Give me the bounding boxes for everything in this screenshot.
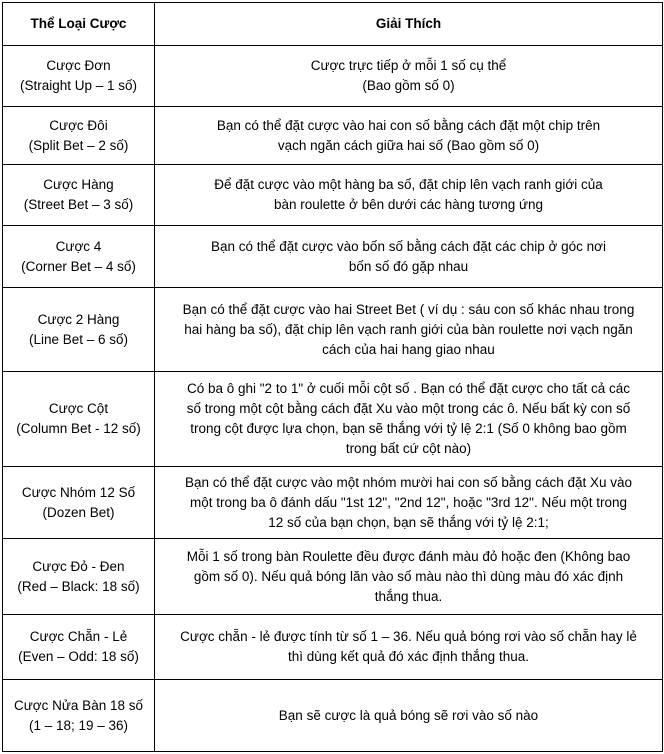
bet-type-cell — [3, 539, 155, 615]
bet-type-english: (Corner Bet – 4 số) — [21, 258, 136, 274]
bet-type-name: Cược Chẵn - Lẻ — [29, 629, 128, 644]
explanation-line: 12 số của bạn chọn, bạn sẽ thắng với tỷ lệ 2:1; — [268, 514, 549, 530]
explanation-line: Mỗi 1 số trong bàn Roulette đều được đánh màu đỏ hoặc đen (Không bao — [186, 548, 631, 564]
explanation-cell — [155, 467, 663, 539]
table-row — [3, 680, 663, 752]
explanation-line: vạch ngăn cách giữa hai số (Bao gồm số 0) — [277, 137, 540, 153]
explanation-line: Bạn có thể đặt cược vào bốn số bằng cách đặt các chip ở góc nơi — [210, 238, 607, 254]
explanation-line: bốn số đó gặp nhau — [348, 258, 469, 274]
bet-type-cell — [3, 46, 155, 107]
bet-type-english: (Line Bet – 6 số) — [28, 331, 129, 347]
explanation-line: Bạn có thể đặt cược vào hai con số bằng cách đặt một chip trên — [216, 117, 601, 133]
header-explanation: Giải Thích — [155, 3, 663, 46]
explanation-cell — [155, 372, 663, 467]
explanation-line: cách của hai hang giao nhau — [322, 341, 495, 357]
bet-type-english: (Straight Up – 1 số) — [19, 78, 138, 93]
explanation-cell — [155, 288, 663, 372]
bet-type-name: Cược Hàng — [43, 177, 114, 192]
bet-type-cell — [3, 615, 155, 680]
bet-type-name: Cược 2 Hàng — [37, 311, 120, 327]
bet-type-english: (1 – 18; 19 – 36) — [28, 717, 129, 733]
explanation-cell — [155, 226, 663, 288]
table-row — [3, 539, 663, 615]
bet-type-name: Cược 4 — [55, 238, 102, 254]
explanation-line: một trong ba ô đánh dấu "1st 12", "2nd 12", hoặc "3rd 12". Nếu một trong — [189, 494, 628, 510]
explanation-line: bàn roulette ở bên dưới các hàng tương ứng — [273, 197, 544, 212]
bet-type-english: (Column Bet - 12 số) — [16, 421, 141, 436]
explanation-line: Cược trực tiếp ở mỗi 1 số cụ thể — [310, 58, 507, 73]
explanation-line: Bạn có thể đặt cược vào một nhóm mười hai con số bằng cách đặt Xu vào — [184, 474, 633, 490]
explanation-line: Bạn sẽ cược là quả bóng sẽ rơi vào số nào — [278, 707, 539, 723]
explanation-line: số trong một cột bằng cách đặt Xu vào một trong các ô. Nếu bất kỳ con số — [186, 401, 631, 416]
bet-type-cell — [3, 680, 155, 752]
table-row — [3, 288, 663, 372]
explanation-cell — [155, 615, 663, 680]
bet-type-name: Cược Nhóm 12 Số — [21, 484, 136, 500]
bet-type-cell — [3, 226, 155, 288]
explanation-line: thắng thua. — [374, 588, 443, 604]
table-row — [3, 467, 663, 539]
table-row — [3, 615, 663, 680]
table-row — [3, 372, 663, 467]
bet-type-cell — [3, 165, 155, 226]
bet-type-english: (Red – Black: 18 số) — [17, 578, 140, 594]
table-row — [3, 226, 663, 288]
explanation-cell — [155, 680, 663, 752]
bet-type-cell — [3, 467, 155, 539]
explanation-line: (Bao gồm số 0) — [362, 78, 455, 93]
explanation-cell — [155, 539, 663, 615]
explanation-line: Có ba ô ghi "2 to 1" ở cuối mỗi cột số . Bạn có thể đặt cược cho tất cả các — [186, 381, 631, 396]
table-row — [3, 46, 663, 107]
table-row — [3, 107, 663, 165]
explanation-cell — [155, 165, 663, 226]
explanation-line: thì dùng kết quả đó xác định thắng thua. — [288, 649, 529, 664]
explanation-line: gồm số 0). Nếu quả bóng lăn vào số màu nào thì dùng màu đó xác định — [193, 568, 624, 584]
bet-type-name: Cược Đỏ - Đen — [32, 558, 125, 574]
bet-type-name: Cược Đôi — [49, 117, 108, 133]
bet-type-cell — [3, 372, 155, 467]
explanation-cell — [155, 46, 663, 107]
bet-type-english: (Dozen Bet) — [42, 504, 115, 520]
header-bet-type: Thể Loại Cược — [3, 3, 155, 46]
explanation-line: trong cột được lựa chọn, bạn sẽ thắng với tỷ lệ 2:1 (Số 0 không bao gồm — [190, 421, 627, 436]
explanation-line: trong bất cứ cột nào) — [345, 441, 472, 456]
bet-type-name: Cược Cột — [48, 401, 109, 416]
table-header-row — [3, 3, 663, 46]
bet-type-cell — [3, 288, 155, 372]
bet-types-table — [2, 2, 663, 752]
table-row — [3, 165, 663, 226]
explanation-line: Để đặt cược vào một hàng ba số, đặt chip lên vạch ranh giới của — [214, 177, 603, 192]
explanation-line: Cược chẵn - lẻ được tính từ số 1 – 36. Nếu quả bóng rơi vào số chẵn hay lẻ — [180, 629, 637, 644]
bet-type-cell — [3, 107, 155, 165]
bet-type-english: (Street Bet – 3 số) — [23, 197, 134, 212]
explanation-cell — [155, 107, 663, 165]
bet-type-name: Cược Nửa Bàn 18 số — [14, 697, 143, 713]
bet-type-english: (Even – Odd: 18 số) — [18, 649, 139, 664]
bet-type-name: Cược Đơn — [46, 58, 111, 73]
bet-type-english: (Split Bet – 2 số) — [28, 137, 129, 153]
explanation-line: Bạn có thể đặt cược vào hai Street Bet ( ví dụ : sáu con số khác nhau trong — [182, 301, 635, 317]
explanation-line: hai hàng ba số), đặt chip lên vạch ranh giới của bàn roulette nơi vạch ngăn — [184, 321, 633, 337]
